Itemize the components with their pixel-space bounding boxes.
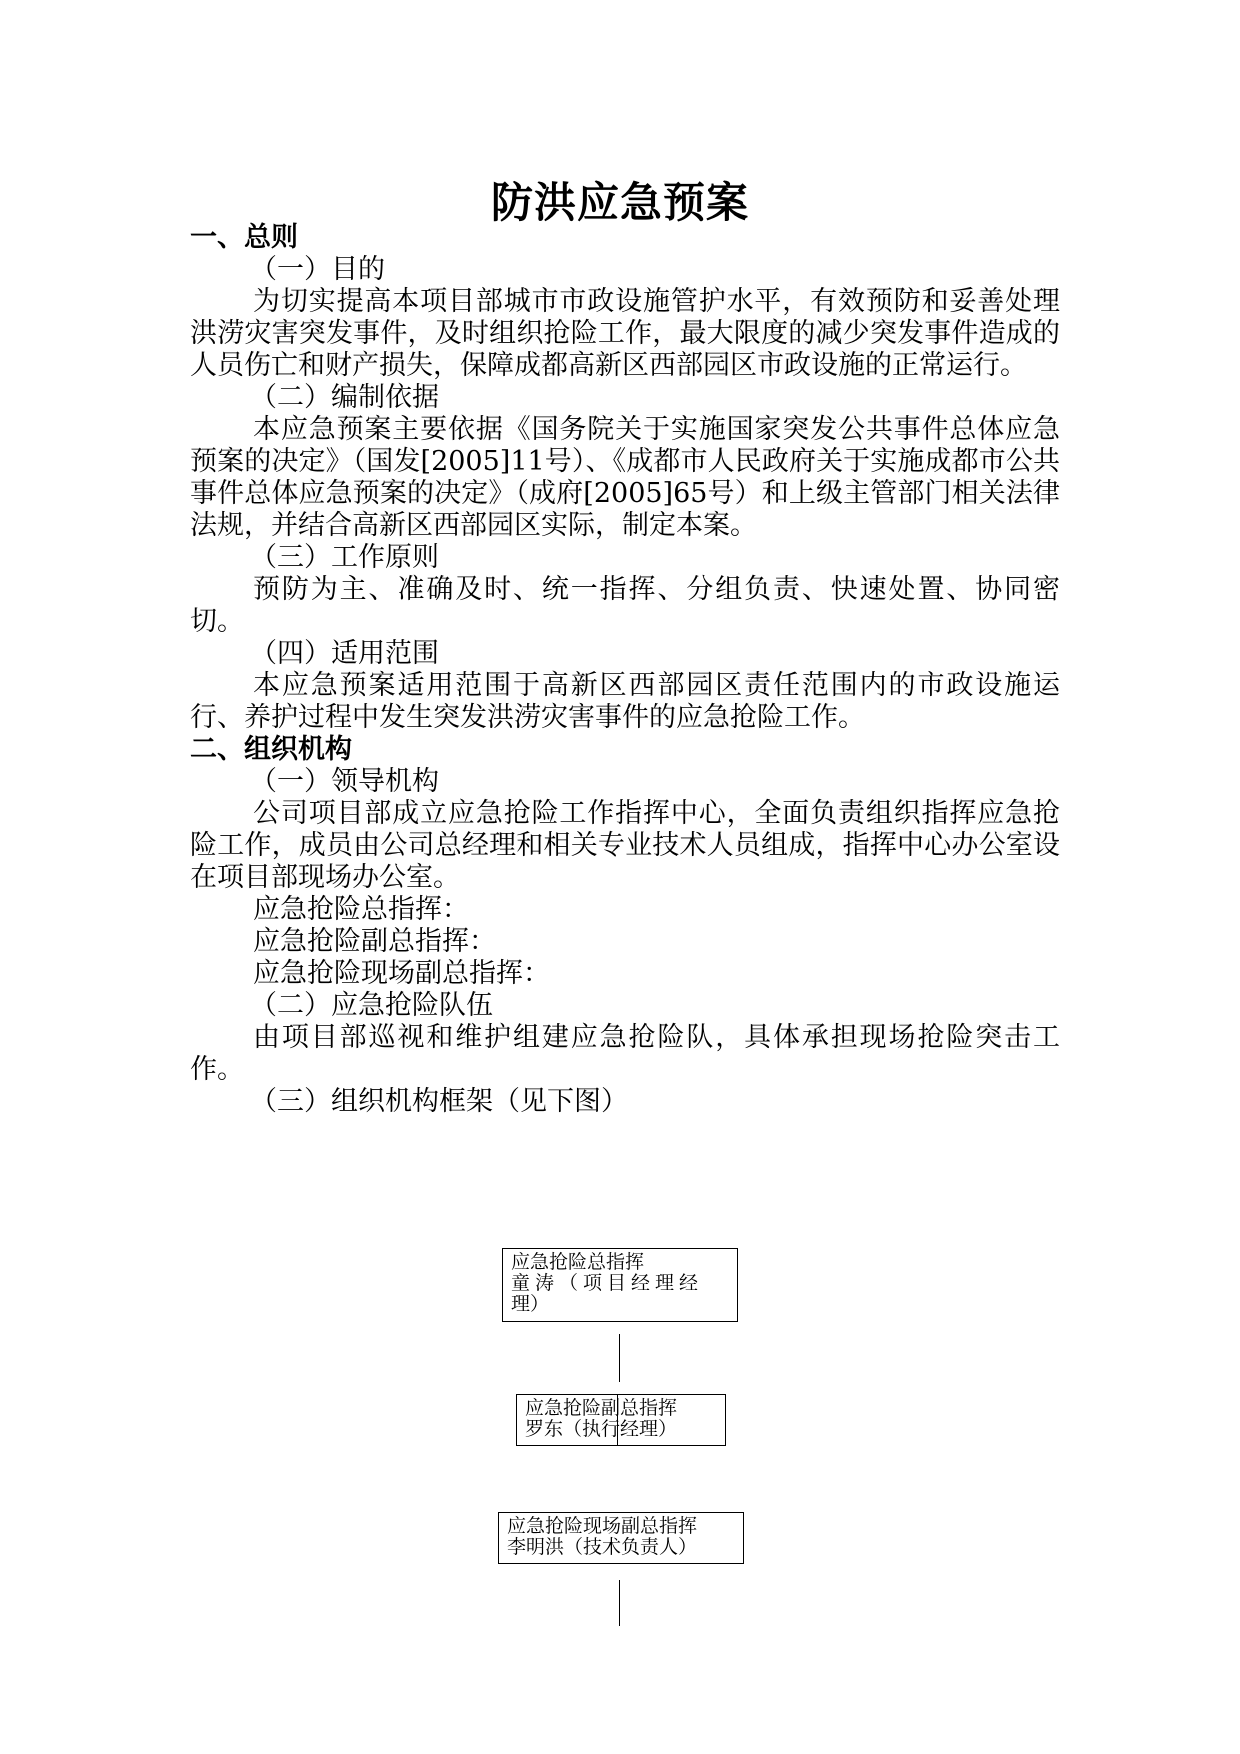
role-site-deputy-commander: 应急抢险现场副总指挥： [253,958,550,989]
subsection-heading-org-chart: （三）组织机构框架（见下图） [250,1086,628,1117]
page-title: 防洪应急预案 [490,178,749,227]
org-box-commander [502,1248,738,1322]
role-commander: 应急抢险总指挥： [253,894,469,925]
org-box-deputy-commander [516,1394,726,1446]
subsection-heading-purpose: （一）目的 [250,254,385,285]
org-box-commander-person-cont: 理） [511,1293,550,1315]
org-box-deputy-person: 罗东（执行经理） [525,1418,678,1440]
org-box-commander-title: 应急抢险总指挥 [511,1251,645,1273]
document-body [190,222,1060,1118]
subsection-heading-scope: （四）适用范围 [250,638,439,669]
org-box-deputy-title: 应急抢险副总指挥 [525,1397,678,1419]
paragraph-scope: 本应急预案适用范围于高新区西部园区责任范围内的市政设施运行、养护过程中发生突发洪涝灾害事件的应急抢险工作。 [190,670,1060,733]
org-box-commander-person: 童涛（项目经理经 [511,1272,704,1294]
paragraph-leadership: 公司项目部成立应急抢险工作指挥中心，全面负责组织指挥应急抢险工作，成员由公司总经理和相关专业技术人员组成，指挥中心办公室设在项目部现场办公室。 [190,798,1060,893]
paragraph-team: 由项目部巡视和维护组建应急抢险队，具体承担现场抢险突击工作。 [190,1022,1060,1085]
paragraph-principles: 预防为主、准确及时、统一指挥、分组负责、快速处置、协同密切。 [190,574,1060,637]
section-heading-organization: 二、组织机构 [190,734,352,765]
org-box-site-deputy-commander [498,1512,744,1564]
connector-line-3 [619,1580,620,1626]
subsection-heading-principles: （三）工作原则 [250,542,439,573]
org-box-site-deputy-person: 李明洪（技术负责人） [507,1536,698,1558]
subsection-heading-leadership: （一）领导机构 [250,766,439,797]
paragraph-purpose: 为切实提高本项目部城市市政设施管护水平，有效预防和妥善处理洪涝灾害突发事件，及时组织抢险工作，最大限度的减少突发事件造成的人员伤亡和财产损失，保障成都高新区西部园区市政设施的正常运行。 [190,286,1060,381]
org-box-site-deputy-title: 应急抢险现场副总指挥 [507,1515,698,1537]
subsection-heading-team: （二）应急抢险队伍 [250,990,493,1021]
subsection-heading-basis: （二）编制依据 [250,382,439,413]
role-deputy-commander: 应急抢险副总指挥： [253,926,496,957]
connector-line-1 [619,1334,620,1382]
paragraph-basis: 本应急预案主要依据《国务院关于实施国家突发公共事件总体应急预案的决定》（国发[2005]11号）、《成都市人民政府关于实施成都市公共事件总体应急预案的决定》（成府[2005]65号）和上级主管部门相关法律法规，并结合高新区西部园区实际，制定本案。 [190,414,1060,541]
connector-line-2 [617,1394,618,1446]
section-heading-general: 一、总则 [190,222,298,253]
